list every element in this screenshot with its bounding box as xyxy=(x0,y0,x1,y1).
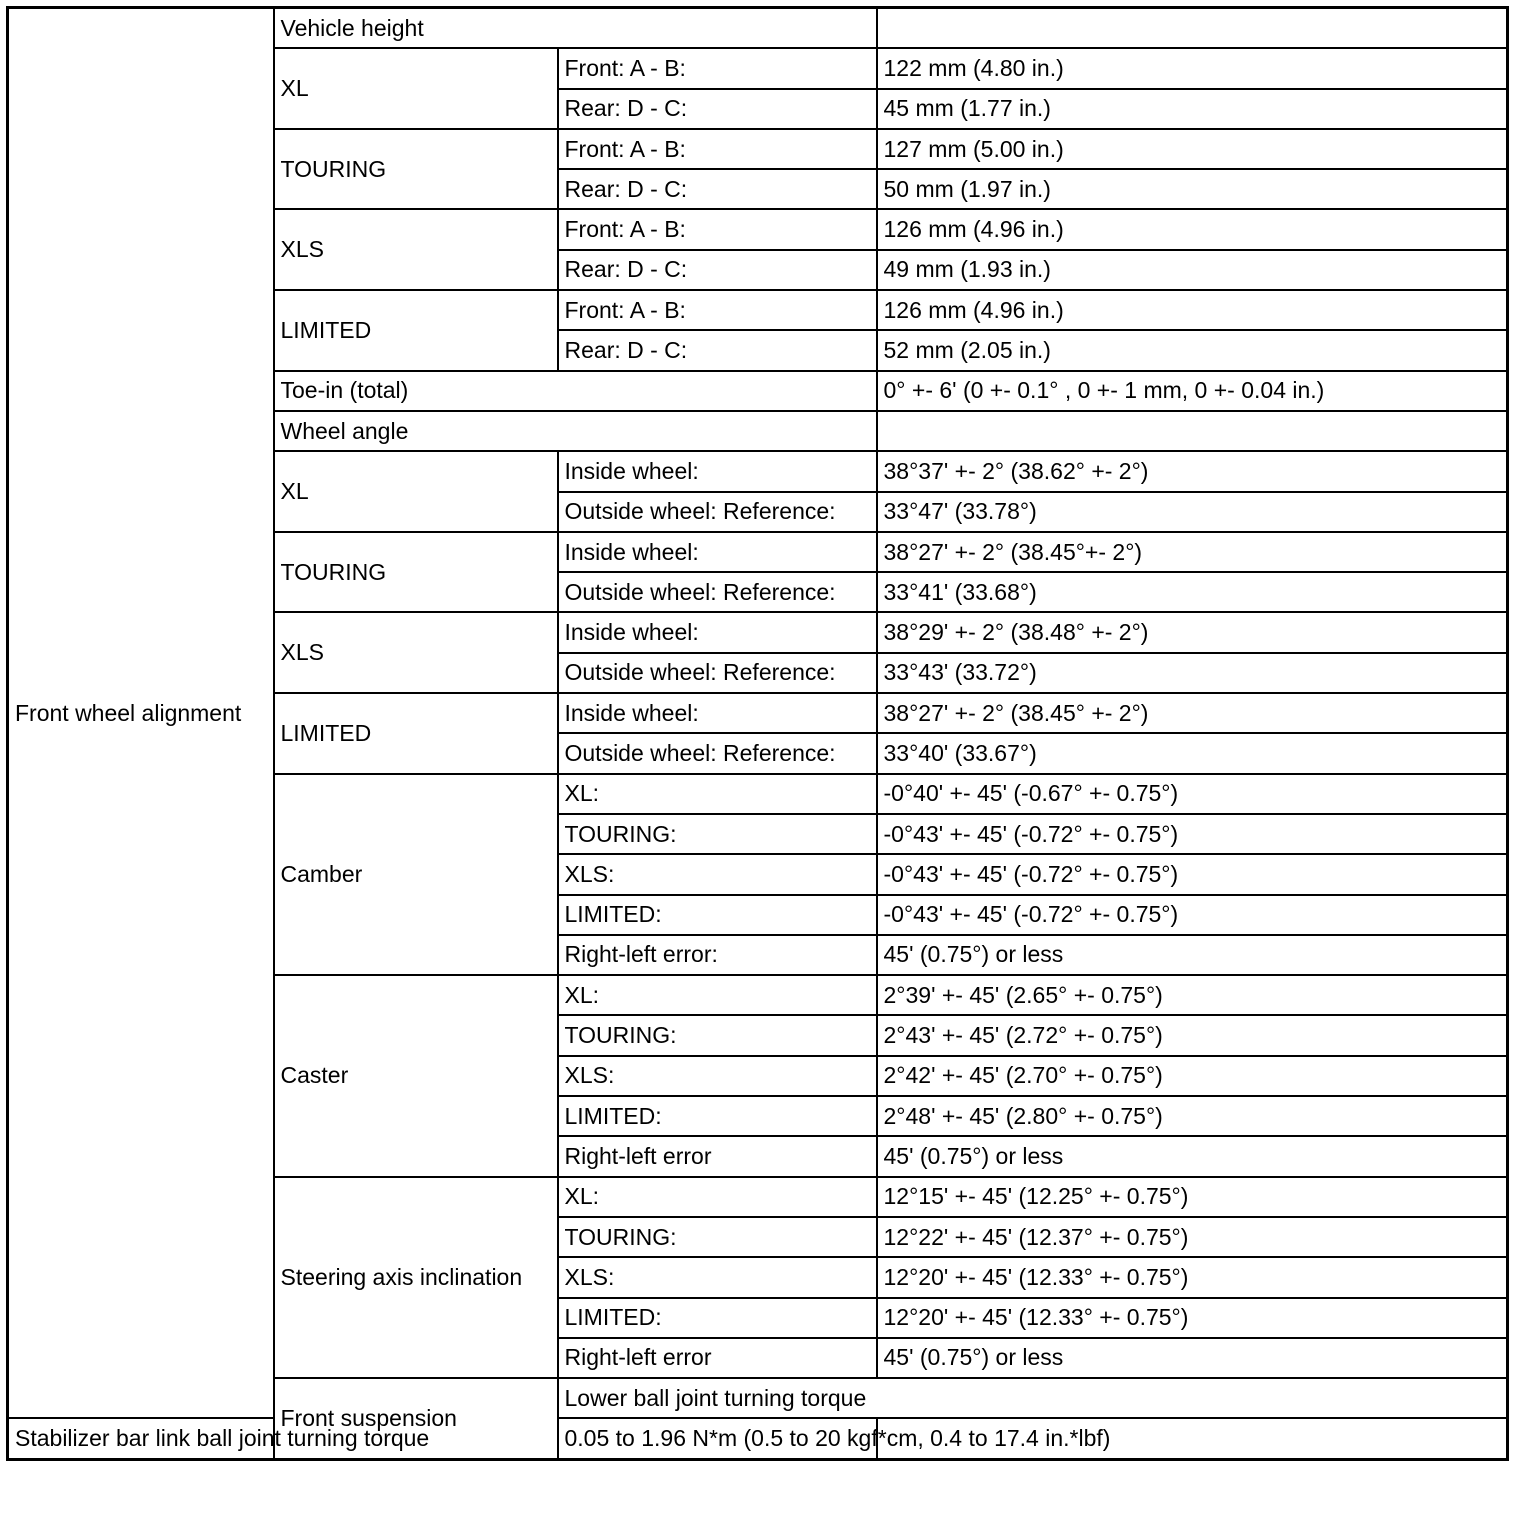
row-value: 2°39' +- 45' (2.65° +- 0.75°) xyxy=(877,975,1508,1015)
row-label: Front: A - B: xyxy=(558,290,877,330)
row-label: Right-left error xyxy=(558,1136,877,1176)
section-label-front-wheel-alignment: Front wheel alignment xyxy=(8,8,274,1419)
row-label: XLS: xyxy=(558,854,877,894)
row-value: 38°27' +- 2° (38.45° +- 2°) xyxy=(877,693,1508,733)
row-label: Rear: D - C: xyxy=(558,250,877,290)
row-value: 45' (0.75°) or less xyxy=(877,1136,1508,1176)
row-label: Lower ball joint turning torque xyxy=(558,1378,1508,1418)
row-value: -0°43' +- 45' (-0.72° +- 0.75°) xyxy=(877,895,1508,935)
grade-label: LIMITED xyxy=(274,693,558,774)
row-label: Outside wheel: Reference: xyxy=(558,492,877,532)
row-value: 12°22' +- 45' (12.37° +- 0.75°) xyxy=(877,1217,1508,1257)
row-label: Stabilizer bar link ball joint turning torque xyxy=(8,1418,558,1459)
grade-label: TOURING xyxy=(274,129,558,210)
row-label: Inside wheel: xyxy=(558,612,877,652)
row-value: 38°37' +- 2° (38.62° +- 2°) xyxy=(877,451,1508,491)
row-value: 33°43' (33.72°) xyxy=(877,653,1508,693)
row-value: 126 mm (4.96 in.) xyxy=(877,209,1508,249)
grade-label: XL xyxy=(274,451,558,532)
row-value: -0°40' +- 45' (-0.67° +- 0.75°) xyxy=(877,774,1508,814)
row-value: -0°43' +- 45' (-0.72° +- 0.75°) xyxy=(877,854,1508,894)
row-label: Rear: D - C: xyxy=(558,169,877,209)
row-label: Front: A - B: xyxy=(558,209,877,249)
row-label: Outside wheel: Reference: xyxy=(558,733,877,773)
row-value: 49 mm (1.93 in.) xyxy=(877,250,1508,290)
row-value: 38°27' +- 2° (38.45°+- 2°) xyxy=(877,532,1508,572)
wheel-angle-label: Wheel angle xyxy=(274,411,877,451)
row-label: XL: xyxy=(558,975,877,1015)
row-label: Inside wheel: xyxy=(558,532,877,572)
row-value: 50 mm (1.97 in.) xyxy=(877,169,1508,209)
row-label: TOURING: xyxy=(558,1217,877,1257)
toe-in-label: Toe-in (total) xyxy=(274,371,877,411)
row-value: 2°43' +- 45' (2.72° +- 0.75°) xyxy=(877,1015,1508,1055)
table-row xyxy=(8,8,1508,49)
row-label: Front: A - B: xyxy=(558,48,877,88)
row-label: LIMITED: xyxy=(558,895,877,935)
row-value: 126 mm (4.96 in.) xyxy=(877,290,1508,330)
empty-value-cell xyxy=(877,8,1508,49)
row-value: 33°41' (33.68°) xyxy=(877,572,1508,612)
grade-label: TOURING xyxy=(274,532,558,613)
row-value: 2°48' +- 45' (2.80° +- 0.75°) xyxy=(877,1096,1508,1136)
row-value: 38°29' +- 2° (38.48° +- 2°) xyxy=(877,612,1508,652)
camber-label: Camber xyxy=(274,774,558,975)
row-value: 2°42' +- 45' (2.70° +- 0.75°) xyxy=(877,1056,1508,1096)
row-value: 122 mm (4.80 in.) xyxy=(877,48,1508,88)
specifications-table xyxy=(6,6,1509,1461)
row-label: XL: xyxy=(558,1177,877,1217)
row-value: 12°20' +- 45' (12.33° +- 0.75°) xyxy=(877,1257,1508,1297)
grade-label: LIMITED xyxy=(274,290,558,371)
row-value: 33°47' (33.78°) xyxy=(877,492,1508,532)
row-value: 12°20' +- 45' (12.33° +- 0.75°) xyxy=(877,1298,1508,1338)
row-label: LIMITED: xyxy=(558,1096,877,1136)
caster-label: Caster xyxy=(274,975,558,1176)
row-label: XLS: xyxy=(558,1257,877,1297)
grade-label: XLS xyxy=(274,612,558,693)
row-value: 45' (0.75°) or less xyxy=(877,935,1508,975)
row-label: Rear: D - C: xyxy=(558,89,877,129)
row-label: XLS: xyxy=(558,1056,877,1096)
row-label: Inside wheel: xyxy=(558,451,877,491)
row-value: 45' (0.75°) or less xyxy=(877,1338,1508,1378)
row-label: Right-left error xyxy=(558,1338,877,1378)
row-value: 0.05 to 1.96 N*m (0.5 to 20 kgf*cm, 0.4 to 17.4 in.*lbf) xyxy=(558,1418,877,1459)
section-label-front-suspension: Front suspension xyxy=(274,1378,558,1459)
row-label: Inside wheel: xyxy=(558,693,877,733)
row-value: -0°43' +- 45' (-0.72° +- 0.75°) xyxy=(877,814,1508,854)
row-label: TOURING: xyxy=(558,1015,877,1055)
row-label: Rear: D - C: xyxy=(558,330,877,370)
row-label: Front: A - B: xyxy=(558,129,877,169)
row-value: 33°40' (33.67°) xyxy=(877,733,1508,773)
row-label: Outside wheel: Reference: xyxy=(558,572,877,612)
vehicle-height-label: Vehicle height xyxy=(274,8,877,49)
table-row xyxy=(8,1418,1508,1459)
row-value: 45 mm (1.77 in.) xyxy=(877,89,1508,129)
grade-label: XL xyxy=(274,48,558,129)
steering-axis-label: Steering axis inclination xyxy=(274,1177,558,1378)
grade-label: XLS xyxy=(274,209,558,290)
row-label: LIMITED: xyxy=(558,1298,877,1338)
row-label: XL: xyxy=(558,774,877,814)
row-value: 52 mm (2.05 in.) xyxy=(877,330,1508,370)
toe-in-value: 0° +- 6' (0 +- 0.1° , 0 +- 1 mm, 0 +- 0.04 in.) xyxy=(877,371,1508,411)
row-value: 127 mm (5.00 in.) xyxy=(877,129,1508,169)
row-label: Right-left error: xyxy=(558,935,877,975)
row-label: Outside wheel: Reference: xyxy=(558,653,877,693)
empty-value-cell xyxy=(877,411,1508,451)
row-label: TOURING: xyxy=(558,814,877,854)
row-value: 12°15' +- 45' (12.25° +- 0.75°) xyxy=(877,1177,1508,1217)
